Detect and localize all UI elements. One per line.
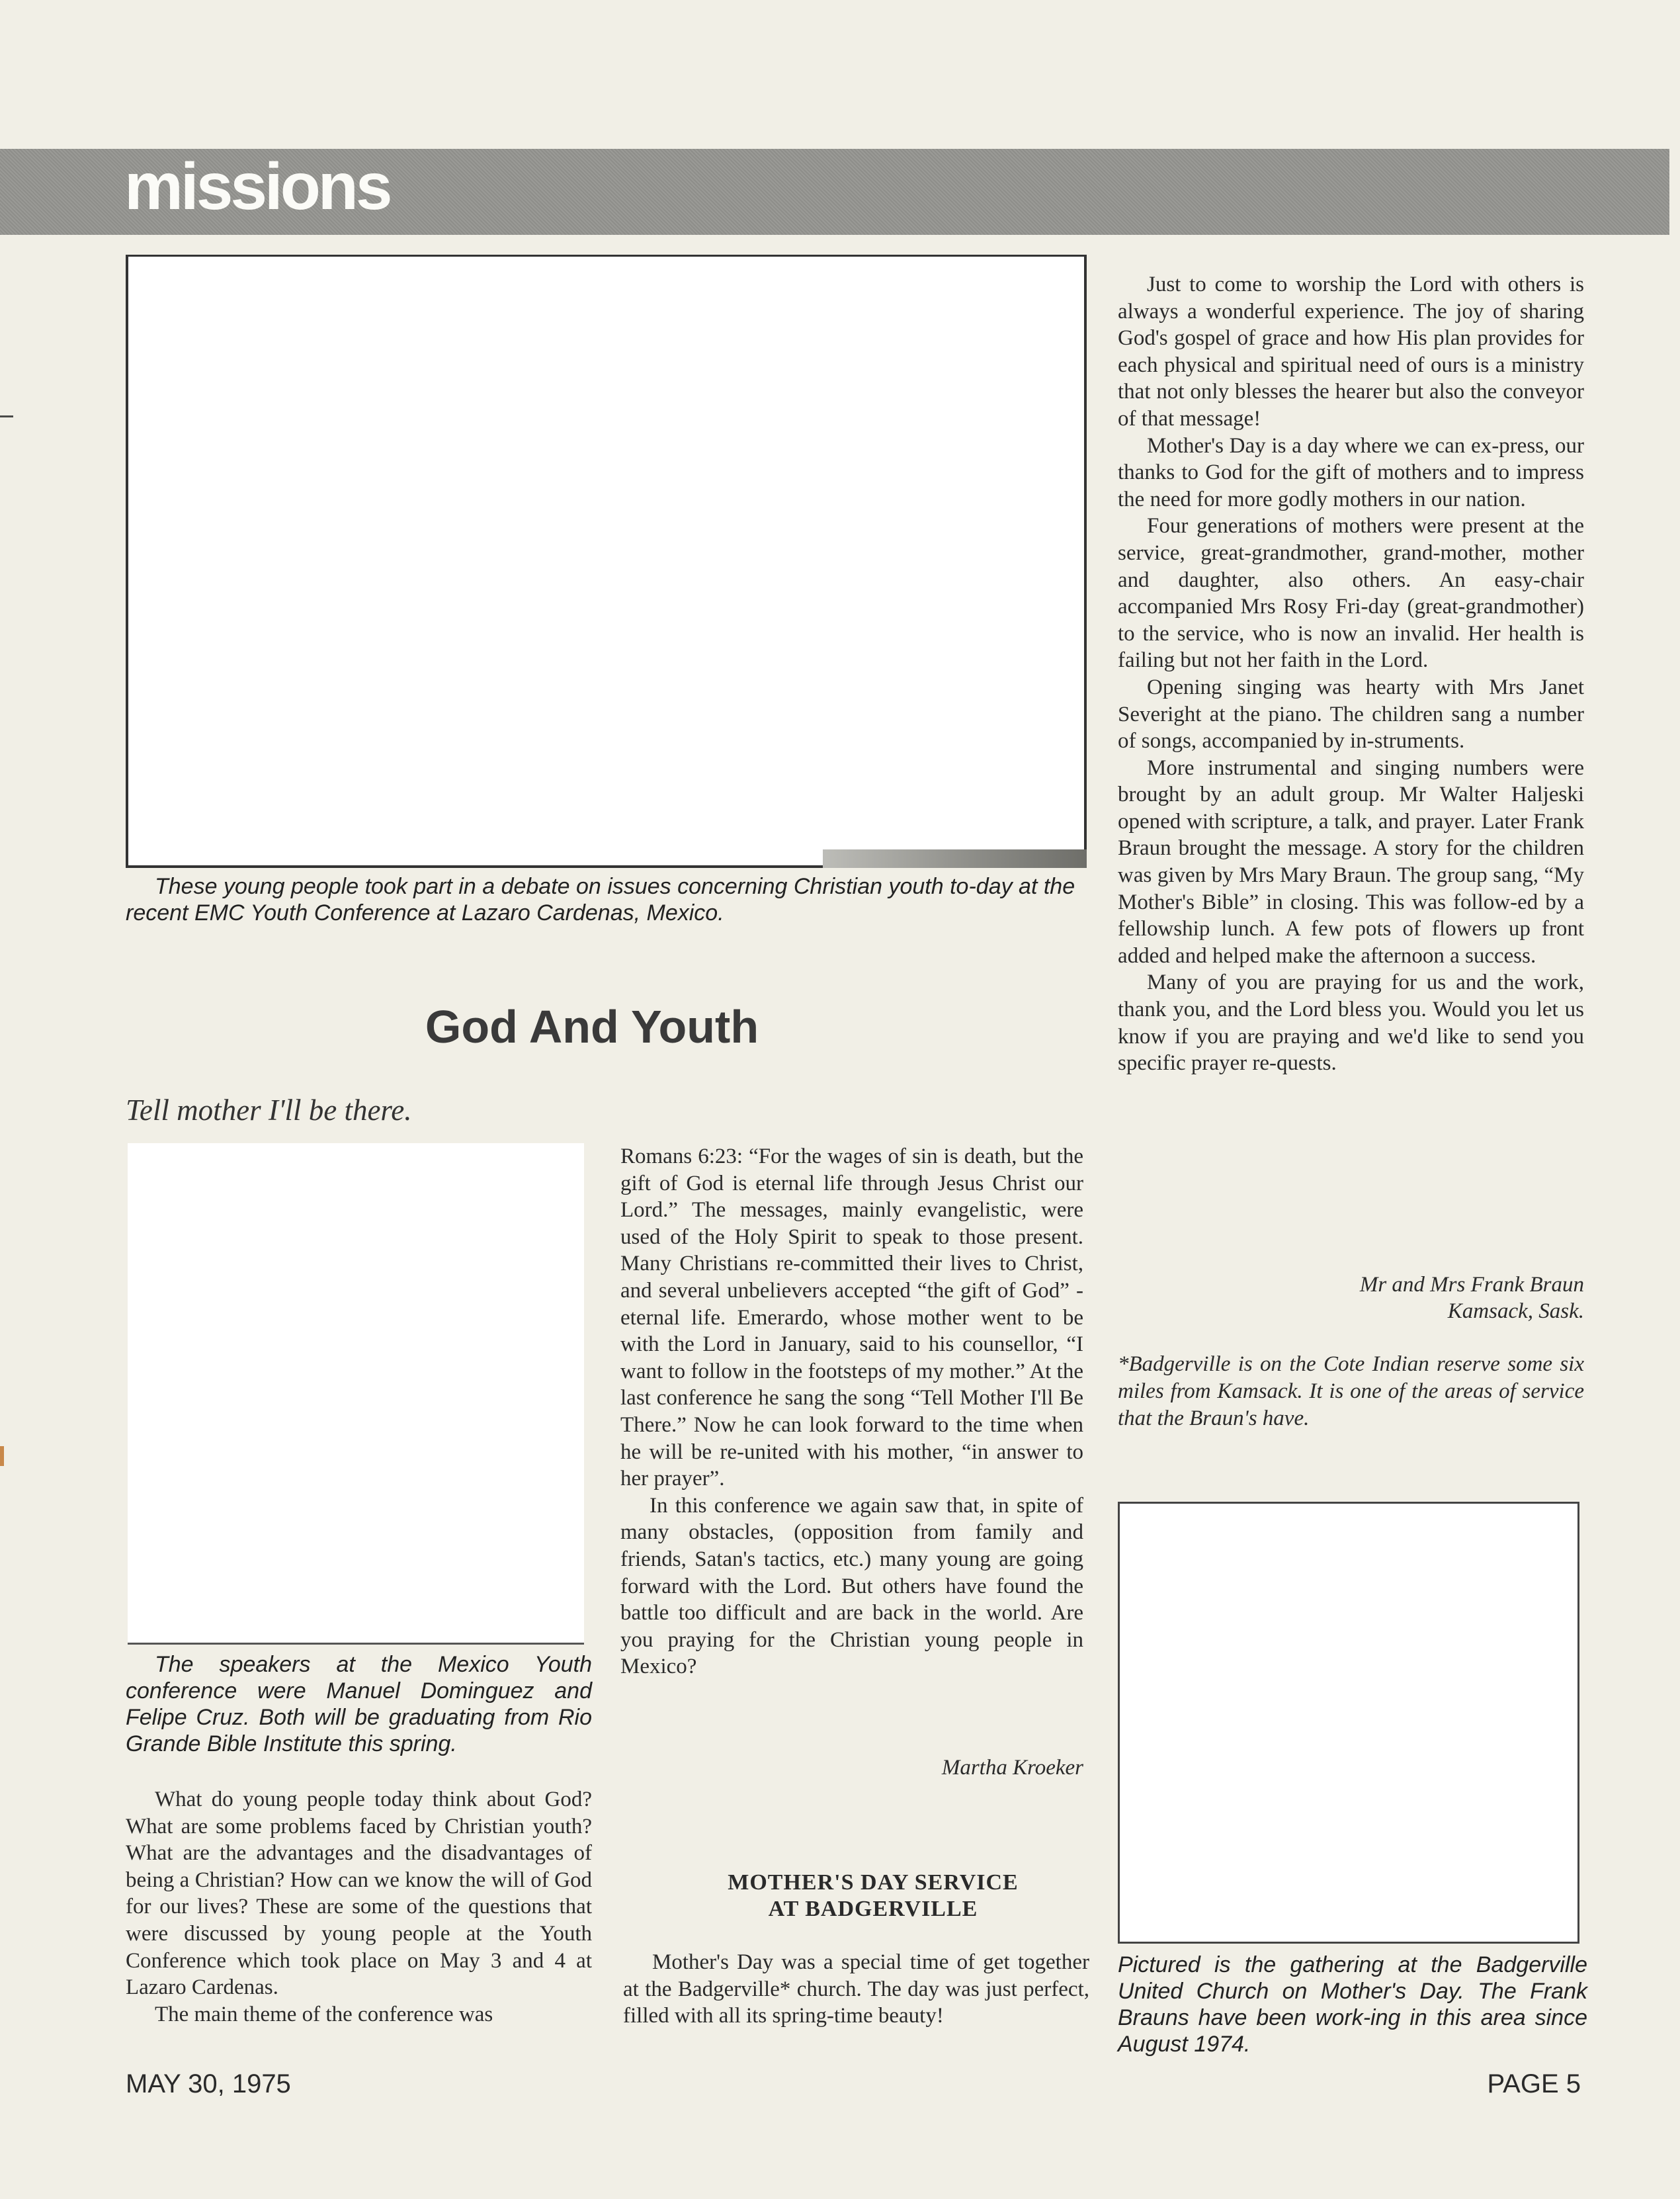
- paragraph: Mother's Day was a special time of get together at the Badgerville* church. The day was just perfect, filled with all its spring-time beauty!: [623, 1950, 1089, 2028]
- signature-location: Kamsack, Sask.: [1447, 1299, 1584, 1323]
- speakers-photo: [128, 1143, 584, 1645]
- paragraph: Many of you are praying for us and the work, thank you, and the Lord bless you. Would you let us know if you are praying and we'd like to send you specific prayer re-quests.: [1118, 970, 1584, 1076]
- article-column-1: [126, 1786, 592, 2028]
- speakers-photo-caption: The speakers at the Mexico Youth conference were Manuel Dominguez and Felipe Cruz. Both will be graduating from Rio Grande Bible Institute this spring.: [126, 1652, 592, 1756]
- footnote: *Badgerville is on the Cote Indian reserve some six miles from Kamsack. It is one of the areas of service that the Braun's have.: [1118, 1352, 1584, 1430]
- church-gathering-photo: [1118, 1502, 1579, 1944]
- article-headline: God And Youth: [425, 1001, 759, 1053]
- article-author: Martha Kroeker: [941, 1756, 1083, 1780]
- edge-mark: [0, 415, 13, 417]
- footer-date: MAY 30, 1975: [126, 2069, 291, 2098]
- mothers-day-title-line2: AT BADGERVILLE: [768, 1897, 978, 1921]
- paragraph: Opening singing was hearty with Mrs Janet Severight at the piano. The children sang a number of songs, accompanied by in-struments.: [1118, 675, 1584, 754]
- article-subheadline: Tell mother I'll be there.: [126, 1094, 412, 1127]
- paragraph: Romans 6:23: “For the wages of sin is death, but the gift of God is eternal life through Jesus Christ our Lord.” The messages, mainly evangelistic, were used of the Holy Spirit to speak to those present. Many Christians re-committed their lives to Christ, and several unbelievers accepted “the gift of God” - eternal life. Emerardo, whose mother went to be with the Lord in January, said to his counsellor, “I want to follow in the footsteps of my mother.” At the last conference he sang the song “Tell Mother I'll Be There.” Now he can look forward to the time when he will be re-united with his mother, “in answer to her prayer”.: [620, 1144, 1083, 1491]
- paragraph: The main theme of the conference was: [155, 2002, 493, 2026]
- photo-strip: [823, 849, 1087, 868]
- mothers-day-intro: [623, 1949, 1089, 2030]
- section-title: missions: [124, 150, 390, 224]
- debate-photo: [126, 255, 1087, 868]
- debate-photo-caption: These young people took part in a debate on issues concerning Christian youth to-day at the recent EMC Youth Conference at Lazaro Cardenas, Mexico.: [126, 874, 1075, 926]
- article-signature: [1118, 1272, 1584, 1324]
- article-column-2: [620, 1143, 1083, 1680]
- paragraph: In this conference we again saw that, in spite of many obstacles, (opposition from family and friends, Satan's tactics, etc.) many young are going forward with the Lord. But others have found the battle too difficult and are back in the world. Are you praying for the Christian young people in Mexico?: [620, 1493, 1083, 1679]
- paragraph: Mother's Day is a day where we can ex-press, our thanks to God for the gift of mothers and to impress the need for more godly mothers in our nation.: [1118, 433, 1584, 511]
- footer-page-number: PAGE 5: [1487, 2069, 1581, 2098]
- paragraph: Just to come to worship the Lord with others is always a wonderful experience. The joy of sharing God's gospel of grace and how His plan provides for each physical and spiritual need of ours is a ministry that not only blesses the hearer but also the conveyor of that message!: [1118, 273, 1584, 431]
- edge-mark: [0, 1446, 4, 1466]
- signature-names: Mr and Mrs Frank Braun: [1359, 1273, 1584, 1297]
- article-column-3: [1118, 271, 1584, 1077]
- paragraph: Four generations of mothers were present at the service, great-grandmother, grand-mother, mother and daughter, also others. An easy-chair accompanied Mrs Rosy Fri-day (great-grandmother) to the service, who is now an invalid. Her health is failing but not her faith in the Lord.: [1118, 514, 1584, 673]
- mothers-day-title-line1: MOTHER'S DAY SERVICE: [728, 1870, 1019, 1895]
- paragraph: What do young people today think about God? What are some problems faced by Christian youth? What are the advantages and the disadvantages of being a Christian? How can we know the will of God for our lives? These are some of the questions that were discussed by young people at the Youth Conference which took place on May 3 and 4 at Lazaro Cardenas.: [126, 1788, 592, 2000]
- mothers-day-title: [622, 1870, 1124, 1922]
- paragraph: More instrumental and singing numbers were brought by an adult group. Mr Walter Haljeski opened with scripture, a talk, and prayer. Later Frank Braun brought the message. A story for the children was given by Mrs Mary Braun. The group sang, “My Mother's Bible” in closing. This was follow-ed by a fellowship lunch. A few pots of flowers up front added and helped make the afternoon a success.: [1118, 755, 1584, 968]
- church-gathering-caption: Pictured is the gathering at the Badgerville United Church on Mother's Day. The Frank Brauns have been work-ing in this area since August 1974.: [1118, 1952, 1587, 2057]
